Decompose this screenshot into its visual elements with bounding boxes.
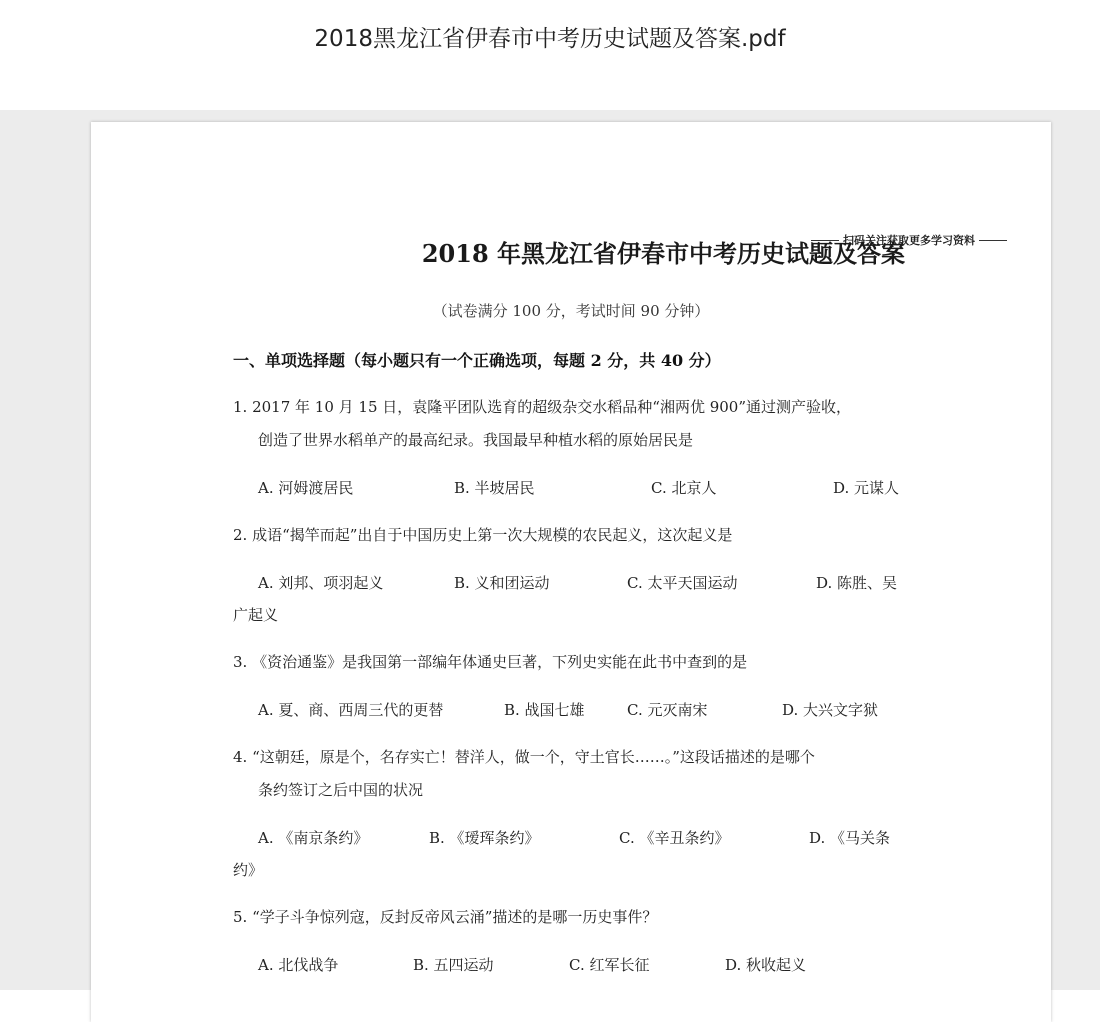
question-2-option-b: B. 义和团运动	[454, 574, 550, 592]
exam-title	[91, 234, 905, 269]
question-2-option-d: D. 陈胜、吴	[816, 574, 898, 592]
question-3-option-c: C. 元灭南宋	[627, 701, 708, 719]
document-title: 2018黑龙江省伊春市中考历史试题及答案.pdf	[314, 26, 786, 52]
question-4-line-1: 4. “这朝廷，原是个，名存实亡！替洋人，做一个，守土官长……。”这段话描述的是哪个	[233, 748, 815, 766]
question-4-option-b: B. 《瑷珲条约》	[429, 829, 540, 847]
question-5-option-b: B. 五四运动	[413, 956, 494, 974]
question-5-option-a: A. 北伐战争	[258, 956, 339, 974]
question-4-option-d: D. 《马关条	[809, 829, 891, 847]
question-2-option-c: C. 太平天国运动	[627, 574, 738, 592]
question-3-option-a: A. 夏、商、西周三代的更替	[258, 701, 444, 719]
question-1-option-c: C. 北京人	[651, 479, 717, 497]
question-5-option-c: C. 红军长征	[569, 956, 650, 974]
viewer-header	[0, 0, 1100, 110]
section-heading: 一、单项选择题（每小题只有一个正确选项，每题 2 分，共 40 分）	[233, 351, 721, 370]
side-note-rule-right	[979, 240, 1007, 241]
question-4-line-2: 条约签订之后中国的状况	[258, 781, 424, 799]
exam-title-text: 2018 年黑龙江省伊春市中考历史试题及答案	[421, 239, 905, 268]
question-5-line-1: 5. “学子斗争惊列寇，反封反帝风云涌”描述的是哪一历史事件？	[233, 908, 658, 926]
question-1-option-a: A. 河姆渡居民	[258, 479, 354, 497]
question-5-option-d: D. 秋收起义	[725, 956, 807, 974]
question-4-option-a: A. 《南京条约》	[258, 829, 369, 847]
question-1-line-2: 创造了世界水稻单产的最高纪录。我国最早种植水稻的原始居民是	[258, 431, 694, 449]
question-4-option-d-wrap: 约》	[233, 861, 264, 879]
question-4-option-c: C. 《辛丑条约》	[619, 829, 730, 847]
question-2-line-1: 2. 成语“揭竿而起”出自于中国历史上第一次大规模的农民起义，这次起义是	[233, 526, 733, 544]
question-3-line-1: 3. 《资治通鉴》是我国第一部编年体通史巨著，下列史实能在此书中查到的是	[233, 653, 748, 671]
pdf-viewer[interactable]	[0, 110, 1100, 990]
side-note-text: 扫码关注获取更多学习资料	[843, 234, 975, 247]
question-2-option-d-wrap: 广起义	[233, 606, 279, 624]
question-1-option-d: D. 元谋人	[833, 479, 900, 497]
question-3-option-d: D. 大兴文字狱	[782, 701, 879, 719]
exam-subtitle: （试卷满分 100 分，考试时间 90 分钟）	[432, 302, 710, 320]
question-1-line-1: 1. 2017 年 10 月 15 日，袁隆平团队选育的超级杂交水稻品种“湘两优 900”通过测产验收，	[233, 398, 852, 416]
question-2-option-a: A. 刘邦、项羽起义	[258, 574, 384, 592]
question-1-option-b: B. 半坡居民	[454, 479, 535, 497]
question-3-option-b: B. 战国七雄	[504, 701, 585, 719]
pdf-page	[91, 122, 1051, 1022]
